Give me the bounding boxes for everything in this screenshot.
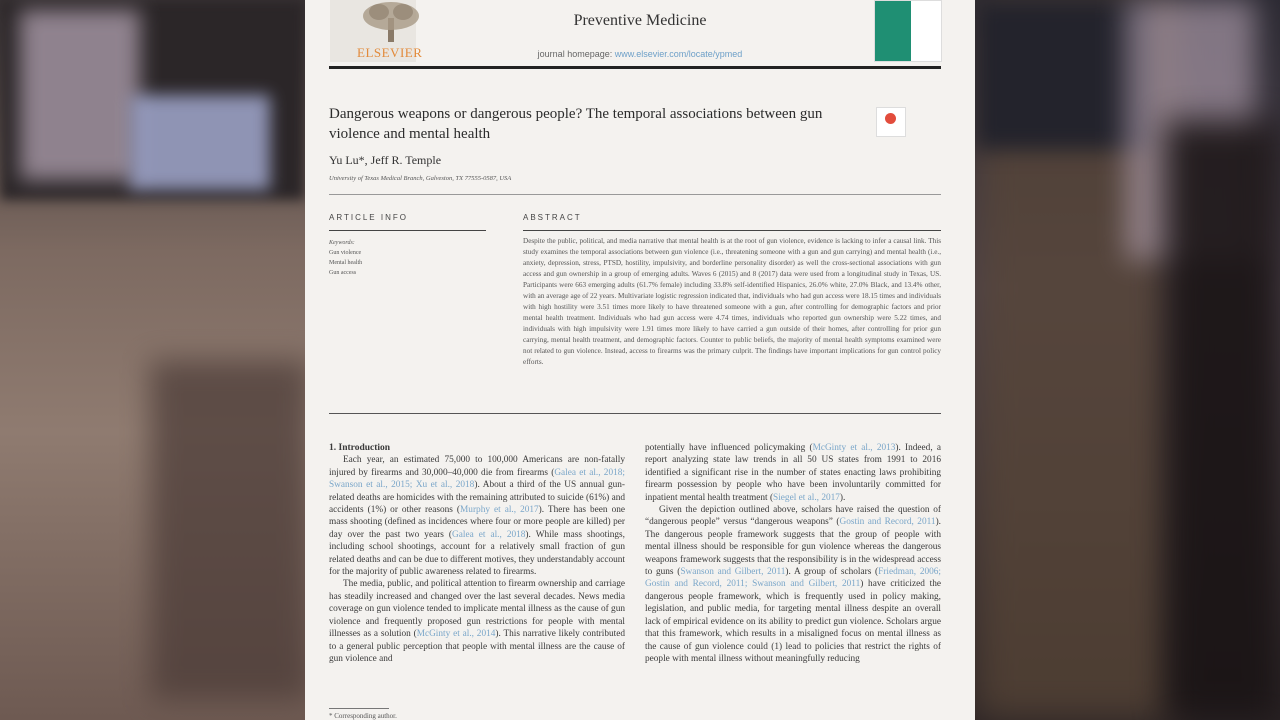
article-title: Dangerous weapons or dangerous people? The temporal associations between gun violence and mental health (329, 106, 823, 142)
crossmark-icon[interactable] (876, 107, 906, 137)
abstract-heading: ABSTRACT (523, 213, 582, 222)
footnote-rule (329, 708, 389, 709)
citation-link[interactable]: Swanson and Gilbert, 2011 (680, 567, 786, 578)
keywords-list (329, 238, 362, 278)
article-authors: Yu Lu*, Jeff R. Temple (329, 153, 442, 167)
citation-link[interactable]: Siegel et al., 2017 (773, 492, 840, 503)
citation-link[interactable]: Galea et al., 2018; Swanson et al., 2015; Xu et al., 2018 (329, 467, 625, 491)
citation-link[interactable]: McGinty et al., 2014 (416, 629, 496, 640)
keyword: Gun access (329, 270, 357, 276)
abstract-text: Despite the public, political, and media narrative that mental health is at the root of gun violence, evidence is lacking to infer a causal link. This study examines the temporal associations between gun violence (i.e., threatening someone with a gun and gun carrying) and mental health (i.e., anxiety, depression, stress, PTSD, hostility, impulsivity, and borderline personality disorder) as well the cross-sectional associations with gun access and gun ownership in a group of emerging adults. Waves 6 (2015) and 8 (2017) data were used from a longitudinal study in Texas, US. Participants were 663 emerging adults (61.7% female) including 33.8% self-identified Hispanics, 26.0% white, 27.0% Black, and 13.4% other, with an average age of 22 years. Multivariate logistic regression indicated that, individuals who had gun access were 18.15 times and individuals with high hostility were 3.51 times more likely to have threatened someone with a gun, after controlling for demographic factors and prior mental health treatment. Individuals who had gun access were 4.74 times, individuals who reported gun ownership were 5.22 times, and individuals with high impulsivity were 1.91 times more likely to have carried a gun outside of their homes, after controlling for prior gun carrying, mental health treatment, and demographic factors. Counter to public beliefs, the majority of mental health symptoms examined were not related to gun violence. Instead, access to firearms was the primary culprit. The findings have important implications for gun control policy efforts. (523, 237, 941, 366)
background-left (0, 0, 305, 720)
keyword: Mental health (329, 260, 363, 266)
section-heading: 1. Introduction (329, 443, 391, 453)
divider (329, 230, 486, 231)
journal-article-page (305, 0, 975, 720)
citation-link[interactable]: McGinty et al., 2013 (812, 443, 896, 453)
homepage-link[interactable]: www.elsevier.com/locate/ypmed (614, 49, 743, 59)
paragraph: Each year, an estimated 75,000 to 100,000 Americans are non-fatally injured by firearms and 30,000–40,000 die from firearms (Galea et al., 2018; Swanson et al., 2015; Xu et al., 2018). About a third of the US annual gun-related deaths are homicides with the remaining attributed to suicide (61%) and accidents (1%) or other reasons (Murphy et al., 2017). There has been one mass shooting (defined as incidences where four or more people are killed) per day over the past two years (Galea et al., 2018). While mass shootings, including school shootings, account for a relatively small fraction of gun related deaths and can be due to different motives, they understandably account for the majority of public awareness related to firearms. (329, 455, 625, 578)
paragraph: Given the depiction outlined above, scholars have raised the question of “dangerous people” versus “dangerous weapons” (Gostin and Record, 2011). The dangerous people framework suggests that the group of people with mental illness should be responsible for gun violence whereas the dangerous weapons framework suggests that the responsibility is in the widespread access to guns (Swanson and Gilbert, 2011). A group of scholars (Friedman, 2006; Gostin and Record, 2011; Swanson and Gilbert, 2011) have criticized the dangerous people framework, which is frequently used in policy making, legislation, and public media, for targeting mental illness despite an overall lack of empirical evidence on its ability to predict gun violence. Scholars argue that this framework, which results in a misaligned focus on mental illness as the cause of gun violence could (1) lead to policies that restrict the rights of people with mental illness without meaningfully reducing (645, 505, 941, 664)
journal-cover-thumbnail (874, 0, 942, 62)
background-right (975, 0, 1280, 720)
footnote: * Corresponding author. (329, 712, 397, 720)
publisher-name: ELSEVIER (357, 45, 423, 60)
citation-link[interactable]: Murphy et al., 2017 (460, 505, 539, 516)
citation-link[interactable]: Gostin and Record, 2011 (839, 517, 936, 528)
body-column-right (645, 442, 941, 665)
paragraph: The media, public, and political attention to firearm ownership and carriage has steadily increased and changed over the last several decades. News media coverage on gun violence tended to implicate mental illness as the cause of gun violence and frequently proposed gun restrictions for people with mental illnesses as a solution (McGinty et al., 2014). This narrative likely contributed to a general public perception that people with mental illness are the cause of gun violence and (329, 579, 625, 664)
author-affiliation: University of Texas Medical Branch, Galveston, TX 77555-0587, USA (329, 175, 512, 182)
divider (523, 230, 941, 231)
divider (329, 413, 941, 414)
body-column-left (329, 442, 625, 665)
homepage-label: journal homepage: (537, 49, 613, 59)
article-info-heading: ARTICLE INFO (329, 213, 408, 222)
header-rule (329, 66, 941, 69)
divider (329, 194, 941, 195)
paragraph: potentially have influenced policymaking (McGinty et al., 2013). Indeed, a report analyzing state law trends in all 50 US states from 1991 to 2016 identified a significant rise in the number of states enacting laws prohibiting firearm possession by people who have been involuntarily committed for inpatient mental health treatment (Siegel et al., 2017). (645, 443, 941, 503)
citation-link[interactable]: Friedman, 2006; Gostin and Record, 2011; Swanson and Gilbert, 2011 (645, 567, 941, 590)
keyword: Gun violence (329, 250, 362, 256)
journal-title: Preventive Medicine (573, 12, 707, 29)
citation-link[interactable]: Galea et al., 2018 (452, 529, 526, 540)
keywords-label: Keywords: (329, 240, 355, 246)
